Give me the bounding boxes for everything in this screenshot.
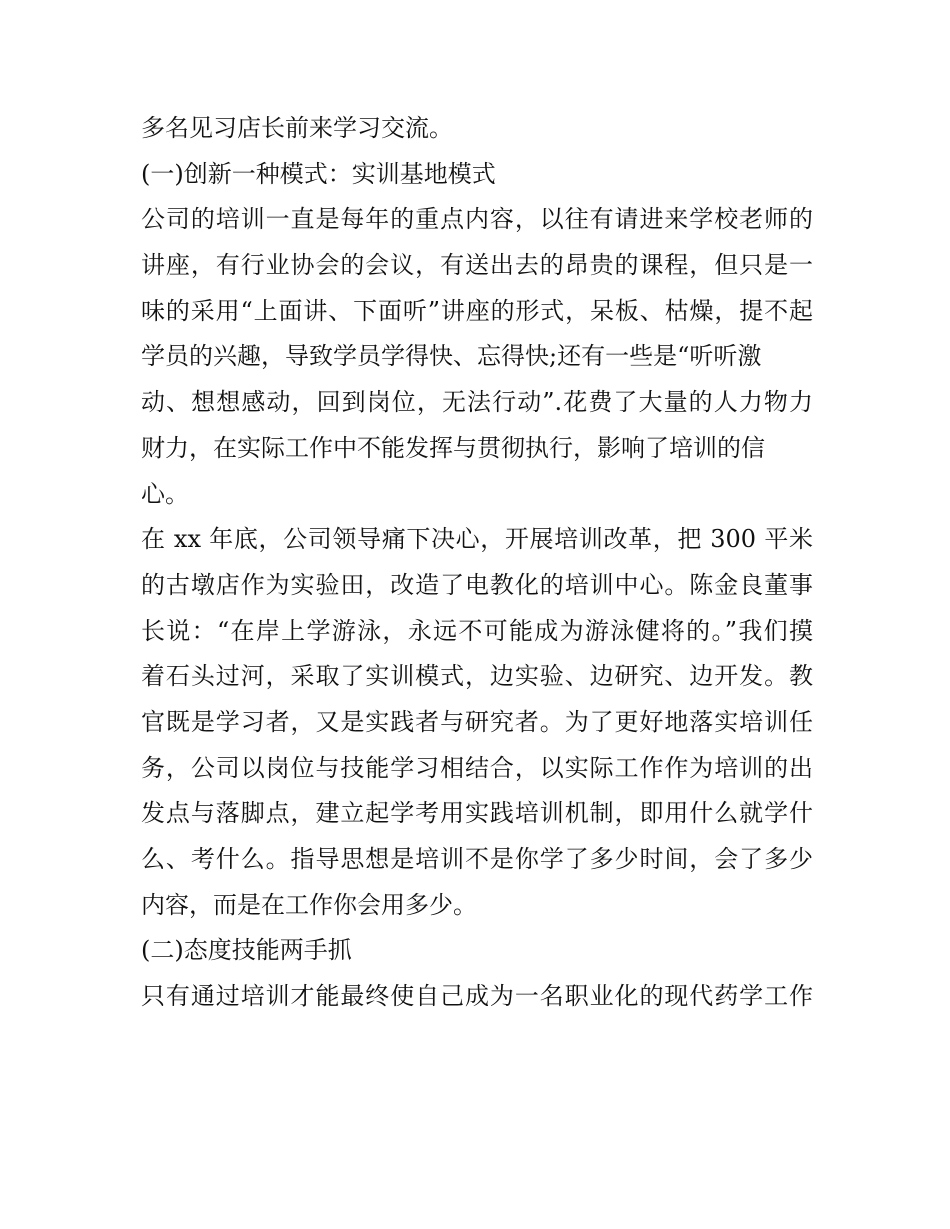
text-line: 味的采用“上面讲、下面听”讲座的形式，呆板、枯燥，提不起 (141, 296, 813, 325)
text-line: 只有通过培训才能最终使自己成为一名职业化的现代药学工作 (141, 982, 813, 1011)
text-line: 着石头过河，采取了实训模式，边实验、边研究、边开发。教 (141, 662, 813, 691)
text-line: 讲座，有行业协会的会议，有送出去的昂贵的课程，但只是一 (141, 251, 813, 280)
text-line: 学员的兴趣，导致学员学得快、忘得快;还有一些是“听听激 (141, 342, 762, 371)
text-line: 动、想想感动，回到岗位，无法行动”.花费了大量的人力物力 (141, 388, 813, 417)
text-line: 的古墩店作为实验田，改造了电教化的培训中心。陈金良董事 (141, 570, 813, 599)
document-body (141, 106, 813, 1020)
text-line: 么、考什么。指导思想是培训不是你学了多少时间，会了多少 (141, 845, 813, 873)
text-line: 务，公司以岗位与技能学习相结合，以实际工作作为培训的出 (141, 753, 813, 782)
text-line: 多名见习店长前来学习交流。 (141, 114, 453, 142)
text-line: 内容，而是在工作你会用多少。 (141, 890, 477, 919)
text-line: 财力，在实际工作中不能发挥与贯彻执行，影响了培训的信 (141, 433, 765, 462)
text-line: 公司的培训一直是每年的重点内容，以往有请进来学校老师的 (141, 205, 813, 234)
text-line: 在 xx 年底，公司领导痛下决心，开展培训改革，把 300 平米 (141, 525, 813, 554)
text-line: (一)创新一种模式：实训基地模式 (141, 159, 496, 188)
text-line: 发点与落脚点，建立起学考用实践培训机制，即用什么就学什 (141, 799, 813, 828)
text-line: 长说：“在岸上学游泳，永远不可能成为游泳健将的。”我们摸 (141, 616, 813, 645)
text-line: 心。 (141, 479, 189, 508)
text-line: 官既是学习者，又是实践者与研究者。为了更好地落实培训任 (141, 707, 813, 736)
text-line: (二)态度技能两手抓 (141, 936, 352, 965)
